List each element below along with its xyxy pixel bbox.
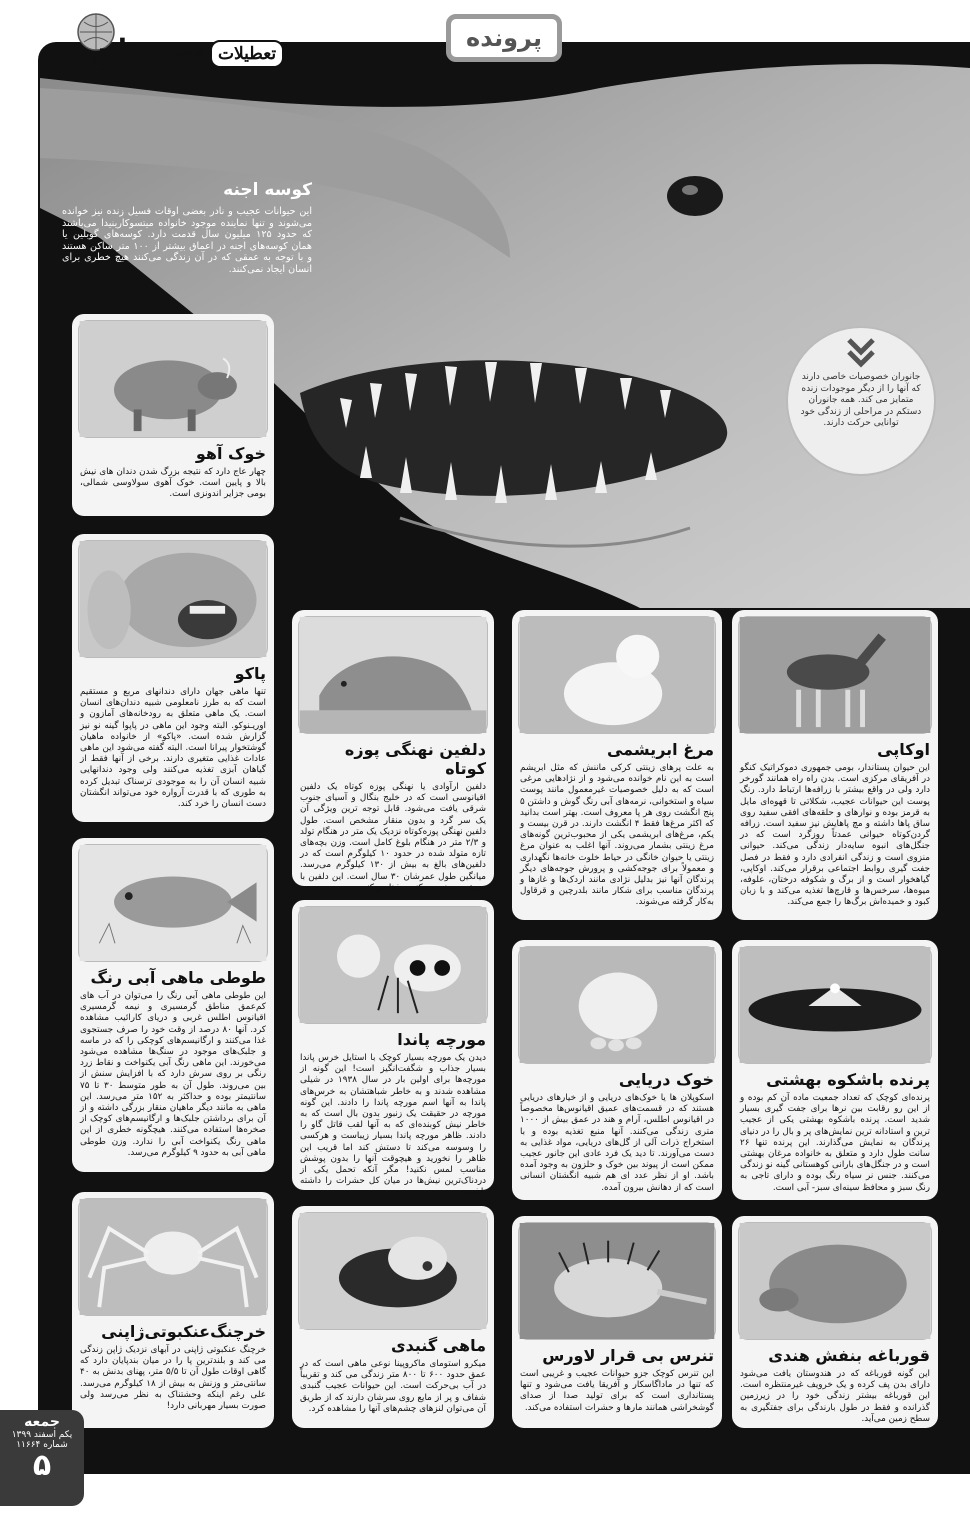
- logo-tag: تعطیلات: [210, 40, 284, 68]
- logo-main: خبر: [72, 22, 137, 73]
- card-title: پرنده باشکوه بهشتی: [766, 1070, 930, 1089]
- issue-day: جمعه: [24, 1414, 60, 1430]
- dolphin-photo: [298, 616, 488, 734]
- card-text: به علت پرهای زینتی کرکی ماننش که مثل ابریشم است به این نام خوانده می‌شود و از نژادهایی مرغی است که به دلیل خصوصیات غیرمعمول مانند پوست سیاه و استخوانی، نرمه‌های آبی رنگ گوش و داشتن ۵ پنج انگشت روی هر پا معروف است. بهتر است بدانید که اکثر مرغ‌ها فقط ۴ انگشت دارند. در قرن بیست و یکم، مرغ‌های ابریشمی یکی از محبوب‌ترین گونه‌های مرغ زینتی بشمار می‌روند. آنها اغلب به عنوان مرغ زینتی یا حیوان خانگی در حیاط خلوت خانه‌ها نگهداری و معمولاً برای جوجه‌کشی و پرورش جوجه‌های دیگر پرندگان آنها نیز بدلیل نژادی مانند اردک‌ها و غازها و پرندگان مناسب برای شکار مانند بلدرچین و قرقاول به‌کار گرفته می‌شوند.: [520, 763, 714, 908]
- double-chevron-down-icon: [845, 336, 877, 370]
- page-number: ۵: [32, 1448, 52, 1483]
- card-tenrec: [512, 1216, 722, 1428]
- callout-text: جانوران خصوصیات خاصی دارند که آنها را از دیگر موجودات زنده متمایز می کند. همه جانوران دستکم در مراحلی از زندگی خود توانایی حرکت دارند.: [800, 372, 922, 428]
- card-title: طوطی ماهی آبی رنگ: [90, 968, 266, 987]
- pacu-photo: [78, 540, 268, 658]
- babirusa-photo: [78, 320, 268, 438]
- card-title: خوک دریایی: [618, 1070, 714, 1089]
- card-text: خرچنگ عنکبوتی ژاپنی در آبهای نزدیک ژاپن زندگی می کند و بلندترین پا را در میان بندپایان دارد که گاهی اوقات طول آن تا ۵/۵ متر، پهنای بدنش به ۴۰ سانتی‌متر و وزنش به بیش از ۱۸ کیلوگرم می‌رسد. علی رغم اینکه وحشتناک به نظر می‌رسد ولی صورت بسیار مهربانی دارد!: [80, 1345, 266, 1412]
- logo-sub: جنوب: [178, 44, 207, 58]
- spider-crab-photo: [78, 1198, 268, 1316]
- card-text: این تنرس کوچک جزو حیوانات عجیب و غریبی است که تنها در ماداگاسکار و آفریقا یافت می‌شود و تنها پستانداری است که برای تولید صدا از صدای گوشخراشی همانند مارها و حشرات استفاده می‌کند.: [520, 1369, 714, 1413]
- card-text: دلفین ارآوادی یا نهنگی پوزه کوتاه یک دلفین اقیانوسی است که در خلیج بنگال و آسیای جنوب شرقی یافت می‌شود. قابل توجه ترین ویژگی آن یک سر گرد و بدون منقار مشخص است. طول دلفین نهنگی پوزه‌کوتاه نزدیک یک متر در هنگام تولد و ۲/۳ متر در هنگام بلوغ کامل است. وزن بچه‌های تازه متولد شده در حدود ۱۰ کیلوگرم است که در دلفین‌های بالغ به بیش از ۱۳۰ کیلوگرم می‌رسد. میانگین طول عمرشان ۳۰ سال است. این دلفین با سرعت به نسبت کندی شنا می‌کند.: [300, 782, 487, 893]
- card-dolphin: [292, 610, 494, 893]
- card-panda-ant: [292, 900, 494, 1198]
- issue-number: شماره ۱۱۶۶۴: [16, 1440, 68, 1450]
- newspaper-logo: [70, 10, 310, 76]
- card-bird-of-paradise: [732, 940, 938, 1200]
- sea-pig-photo: [518, 946, 716, 1064]
- card-spider-crab: [72, 1192, 274, 1428]
- card-text: تنها ماهی جهان دارای دندانهای مربع و مستقیم است که به طرز نامعلومی شبیه دندان‌های انسان است. یک ماهی متعلق به رودخانه‌های آمازون و اوریـنوکو. البته وجود این ماهی در پاپوا گینه نو نیز گزارش شده است. «پاکو» از خانواده ماهیان گوشتخوار پیرانا است. البته گفته می‌شود این ماهی عادات غذایی متغیری دارند. برخی از آنها فقط از گیاهان آبزی تغذیه می‌کنند ولی وجود دندانهایی شبیه انسان آن را به موجودی ترسناک تبدیل کرده به طوری که با قدرت آرواره خود می‌تواند انگشتان دست انسان را خرد کند.: [80, 687, 266, 810]
- okapi-photo: [738, 616, 932, 734]
- card-okapi: [732, 610, 938, 920]
- card-title: خرچنگ‌عنکبوتی‌ژاپنی: [101, 1322, 266, 1341]
- barreleye-fish-photo: [298, 1212, 488, 1330]
- purple-frog-photo: [738, 1222, 932, 1340]
- section-tag-label: پرونده: [466, 24, 542, 52]
- card-title: مرغ ابریشمی: [606, 740, 714, 759]
- card-silkie: [512, 610, 722, 920]
- card-title: اوکاپی: [877, 740, 930, 759]
- card-title: تنرس بی قرار لاورس: [542, 1346, 714, 1365]
- card-anglerfish: [292, 1206, 494, 1428]
- card-text: میکرو استومای ماکروپینا نوعی ماهی است که در عمق حدود ۶۰۰ تا ۸۰۰ متر زندگی می کند و تقریباً در آب بی‌حرکت است. این حیوانات عجیب گنبدی شفاف و پر از مایع روی سرشان دارند که از طریق آن می‌توان لنزهای چشم‌های آنها را مشاهده کرد.: [300, 1359, 486, 1414]
- card-text: چهار عاج دارد که نتیجه بزرگ شدن دندان های نیش بالا و پایین است. خوک آهوی سولاوسی شمالی، بومی جزایر اندونزی است.: [80, 467, 266, 500]
- card-text: پرنده‌ای کوچک که تعداد جمعیت ماده آن کم بوده و از این رو رقابت بین نرها برای جفت گیری بسیار شدید است. پرنده باشکوه بهشتی یکی از عجیب ترین و استادانه ترین نمایش‌های پر و بال را در دنیای پرندگان به نمایش می‌گذارند. این پرنده تنها ۲۶ سانت طول دارد و متعلق به خانواده مرغان بهشتی است و در جنگل‌های بارانی کوهستانی گینه نو زندگی می‌کنند. جنس نر سیاه رنگ بوده و دارای تاجی به رنگ سبز و محافظ سینه‌ای سبز- آبی است.: [740, 1093, 930, 1193]
- intro-text: این حیوانات عجیب و نادر بعضی اوقات فسیل زنده نیز خوانده می‌شوند و تنها نماینده موجود خانواده میتسوکارینیدا می‌باشند که حدود ۱۲۵ میلیون سال قدمت دارد. کوسه‌های گوبلین یا همان کوسه‌های اجنه در اعماق بیشتر از ۱۰۰ متر ساکن هستند و با توجه به عمقی که در آن زندگی می‌کنند هیچ خطری برای انسان ایجاد نمی‌کنند.: [62, 206, 312, 275]
- card-text: اسکوپلان ها یا خوک‌های دریایی و از خیارهای دریایی هستند که در قسمت‌های عمیق اقیانوس‌ها مخصوصاً در اقیانوس اطلس، آرام و هند در عمق بیش از ۱۰۰۰ متری زندگی می‌کنند. آنها منبع تغذیه بوده و با استخراج ذرات آلی از گل‌های دریایی، مواد غذایی به دست می‌آورند. تا دید یک فرد عادی این جانور عجیب ممکن است از پیوند بین خوک و حلزون به وجود آمده باشد. او از نظر عدد ای هم شبیه انگشتان انسانی است که از دهانش بیرون آمده.: [520, 1093, 714, 1193]
- bird-of-paradise-photo: [738, 946, 932, 1064]
- card-sea-pig: [512, 940, 722, 1200]
- card-khook-aho: [72, 314, 274, 516]
- card-pacu: [72, 534, 274, 822]
- card-purple-frog: [732, 1216, 938, 1428]
- card-text: این حیوان پستاندار، بومی جمهوری دموکراتیک کنگو در آفریقای مرکزی است. بدن راه راه همانند گورخر دارد ولی در واقع بیشتر با زرافه‌ها ارتباط دارد. رنگ پوست این حیوانات عجیب، شکلاتی تا قهوه‌ای مایل به قرمز بوده و نوارهای و حلقه‌های افقی سفید روی ساق پاها داشته و مچ پاهایش نیز سفید است. زرافه گردن‌کوتاه حیوانی عمدتاً روزگرد است که در جنگل‌های انبوه سایه‌دار زندگی می‌کند. حیوانی منزوی است و زندگی انفرادی دارد و فقط در فصل جفت گیری روابط اجتماعی برقرار می‌کند. اوکاپی، گیاهخوار است و از برگ و شکوفه درختان، علوفه، میوه‌ها، سرخس‌ها و قارچ‌ها تغذیه می‌کند و با زبان کبود و خمیده‌اش برگ‌ها را جمع می‌کند.: [740, 763, 930, 908]
- card-text: این گونه قورباغه که در هندوستان یافت می‌شود دارای بدن پف کرده و یک خرویف غیرمنتظره است. این قورباغه بیشتر زندگی خود را در زیرزمین گذرانده و فقط در طول بارندگی برای جفتگیری به سطح زمین می‌آید.: [740, 1369, 930, 1424]
- section-tag: [446, 14, 562, 62]
- card-title: ماهی گنبدی: [390, 1336, 486, 1355]
- panda-ant-photo: [298, 906, 488, 1024]
- silkie-chicken-photo: [518, 616, 716, 734]
- intro-block: [62, 180, 312, 276]
- card-title: خوک آهو: [195, 444, 266, 463]
- card-parrotfish: [72, 838, 274, 1172]
- tenrec-photo: [518, 1222, 716, 1340]
- card-title: پاکو: [234, 664, 266, 683]
- card-text: این طوطی ماهی آبی رنگ را می‌توان در آب های کم‌عمق مناطق گرمسیری و نیمه گرمسیری اقیانوس اطلس غربی و دریای کارائیب مشاهده کرد. آنها ۸۰ درصد از وقت خود را صرف جستجوی غذا می‌کنند و ارگانیسم‌های کوچکی را که در ماسه و جلبک‌های موجود در سنگ‌ها مشاهده می‌شود می‌خورند. این ماهی رنگ آبی یکنواخت و نقاط زرد رنگی بر روی سرش دارد که با افزایش سنش از بین می‌روند. طول آن به طور متوسط ۳۰ تا ۷۵ سانتیمتر بوده و حداکثر به ۱۵۲ متر می‌رسد. این ماهی به مانند دیگر ماهیان منقار بزرگی داشته و از آن برای برداشتن جلبک‌ها و ارگانیسم‌های کوچک از صخره‌ها استفاده می‌کنند. هیچگونه خطری از این ماهی رنگ یکنواخت آبی را ندارد. وزن طوطی ماهی آبی به حدود ۹ کیلوگرم می‌رسد.: [80, 991, 266, 1158]
- intro-title: کوسه اجنه: [223, 180, 312, 200]
- card-text: دیدن یک مورچه بسیار کوچک با استایل خرس پاندا بسیار جذاب و شگفت‌انگیز است! این گونه از مورچه‌ها برای اولین بار در سال ۱۹۳۸ در شیلی مشاهده شدند و به خاطر شباهتشان به خرس‌های پاندا به آنها اسم مورچه پاندا را دادند. این گونه مورچه در حقیقت یک زنبور بدون بال است که به خاطر نیش کوبنده‌ای که به آنها لقب قاتل گاو را دادند. ظاهر مورچه پاندا بسیار زیباست و هرکسی را وسوسه می‌کند تا دستش کند اما قریب این ظاهر را نخورید و هیچوقت آنها را بدون پوشش مناسب لمس نکنید! مگر آنکه تحمل یکی از دردناک‌ترین نیش‌ها در میان کل حشرات را داشته باشید.: [300, 1053, 486, 1198]
- callout-circle: [786, 326, 936, 476]
- card-title: قورباغه بنفش هندی: [768, 1346, 930, 1365]
- parrotfish-photo: [78, 844, 268, 962]
- issue-date: یکم اسفند ۱۳۹۹: [11, 1430, 73, 1440]
- issue-date-box: [0, 1410, 84, 1506]
- card-title: دلفین نهنگی پوزه کوتاه: [344, 740, 486, 778]
- card-title: مورچه پاندا: [397, 1030, 486, 1049]
